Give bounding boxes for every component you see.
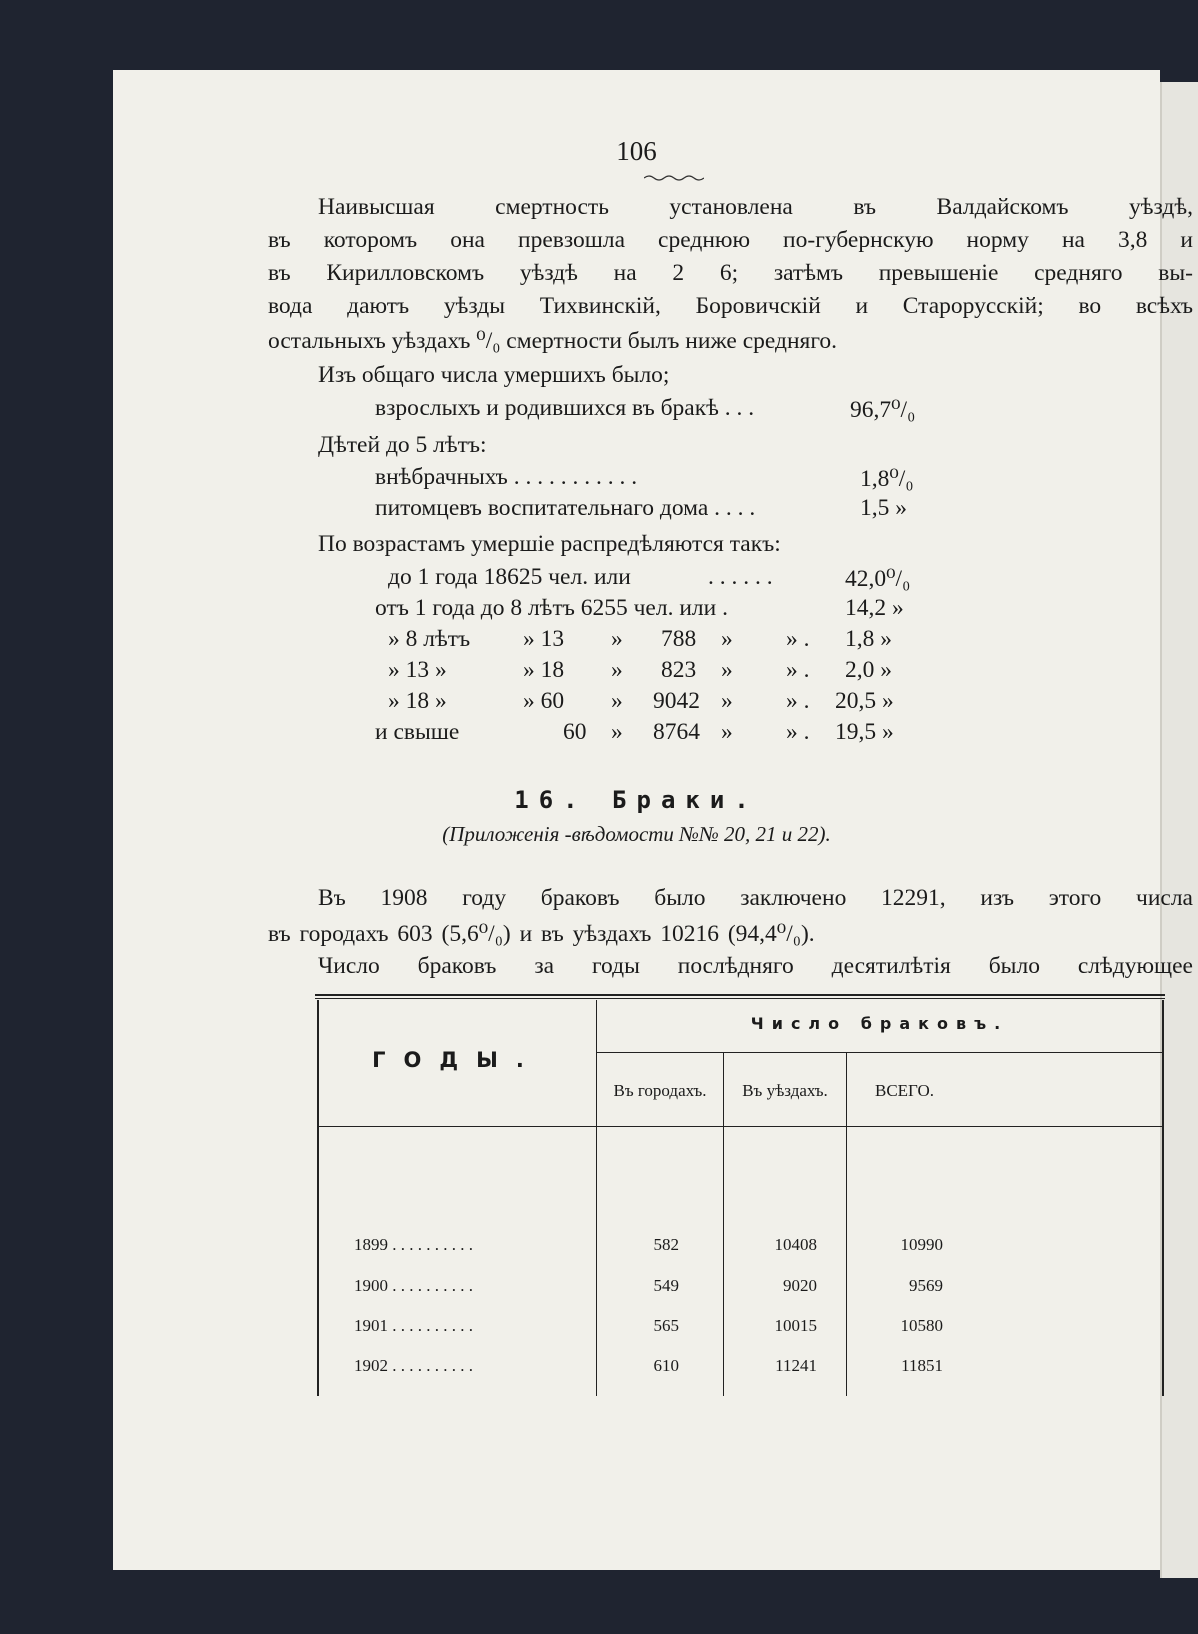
table-header-years: ГОДЫ.	[372, 1048, 542, 1072]
table-divider-towns-ext	[723, 1356, 724, 1396]
age-col-1: » 13 »	[388, 657, 447, 683]
table-header-subrule	[597, 1052, 1162, 1053]
paragraph-line: въ городахъ 603 (5,6⁰/₀) и въ уѣздахъ 10216 (94,4⁰/₀).	[268, 921, 815, 947]
age-col-4: 9042	[653, 688, 700, 714]
table-header-bottom-rule	[319, 1126, 1162, 1127]
age-col-1: » 8 лѣтъ	[388, 626, 471, 652]
table-header-group: Число браковъ.	[750, 1014, 1009, 1033]
age-col-5: »	[721, 626, 733, 652]
age-col-5: »	[721, 688, 733, 714]
list-value: 1,5 »	[860, 495, 907, 521]
text-line: Дѣтей до 5 лѣтъ:	[318, 432, 487, 458]
age-col-4: 788	[661, 626, 697, 652]
table-cell-total: 9569	[909, 1276, 943, 1295]
age-col-5: »	[721, 657, 733, 683]
table-right-border-ext	[1162, 1356, 1164, 1396]
paragraph-line: вода даютъ уѣзды Тихвинскій, Боровичскій и Старорусскій; во всѣхъ	[268, 293, 1193, 319]
section-subheading: (Приложенія -вѣдомости №№ 20, 21 и 22).	[442, 822, 831, 846]
text-line: Изъ общаго числа умершихъ было;	[318, 362, 670, 388]
age-col-3: 60	[563, 719, 587, 745]
age-row: отъ 1 года до 8 лѣтъ 6255 чел. или .	[375, 595, 728, 621]
age-col-3: »	[611, 657, 623, 683]
table-right-border	[1162, 1000, 1164, 1356]
age-row-value: 14,2 »	[845, 595, 904, 621]
paragraph-line: въ Кирилловскомъ уѣздѣ на 2 6; затѣмъ превышеніе средняго вы-	[268, 260, 1193, 286]
table-divider-years-ext	[596, 1356, 597, 1396]
table-top-rule-thin	[315, 998, 1165, 999]
table-divider-districts-ext	[846, 1356, 847, 1396]
age-col-2: » 18	[523, 657, 565, 683]
table-row-year: 1900 . . . . . . . . . .	[354, 1276, 473, 1295]
list-label: внѣбрачныхъ . . . . . . . . . . .	[375, 464, 638, 490]
section-heading: 16. Браки.	[514, 786, 759, 814]
table-col-total: ВСЕГО.	[875, 1081, 934, 1100]
table-left-border-ext	[317, 1356, 319, 1396]
age-col-1: и свыше	[375, 719, 460, 745]
age-col-6: » .	[786, 626, 810, 652]
list-value: 1,8⁰/₀	[860, 466, 914, 492]
table-cell-total: 11851	[901, 1356, 943, 1375]
table-row-year: 1902 . . . . . . . . . .	[354, 1356, 473, 1375]
paragraph-line: Въ 1908 году браковъ было заключено 12291, изъ этого числа	[318, 885, 1193, 911]
list-value: 96,7⁰/₀	[850, 397, 916, 423]
age-col-3: »	[611, 688, 623, 714]
age-row-value: 42,0⁰/₀	[845, 566, 911, 592]
age-col-2: » 60	[523, 688, 565, 714]
table-row-year: 1899 . . . . . . . . . .	[354, 1235, 473, 1254]
age-row-value: 20,5 »	[835, 688, 894, 714]
table-cell-towns: 582	[653, 1235, 679, 1254]
table-cell-towns: 549	[653, 1276, 679, 1295]
age-row-value: 19,5 »	[835, 719, 894, 745]
table-col-districts: Въ уѣздахъ.	[742, 1081, 828, 1100]
table-col-towns: Въ городахъ.	[613, 1081, 707, 1100]
list-label: взрослыхъ и родившихся въ бракѣ . . .	[375, 395, 755, 421]
table-cell-towns: 610	[653, 1356, 679, 1375]
table-cell-districts: 10015	[774, 1316, 817, 1335]
age-col-6: » .	[786, 657, 810, 683]
table-cell-districts: 10408	[774, 1235, 817, 1254]
age-col-1: » 18 »	[388, 688, 447, 714]
document-page	[113, 70, 1193, 1570]
age-col-6: »	[721, 719, 733, 745]
age-col-6: » .	[786, 688, 810, 714]
page-number-ornament	[644, 174, 704, 182]
age-col-7: » .	[786, 719, 810, 745]
paragraph-line: Наивысшая смертность установлена въ Валдайскомъ уѣздѣ,	[318, 194, 1193, 220]
table-cell-districts: 11241	[775, 1356, 817, 1375]
age-row-value: 1,8 »	[845, 626, 892, 652]
age-row-dots: . . . . . .	[708, 564, 773, 590]
paragraph-line: въ которомъ она превзошла среднюю по-губернскую норму на 3,8 и	[268, 227, 1193, 253]
age-col-4: 823	[661, 657, 697, 683]
table-row-year: 1901 . . . . . . . . . .	[354, 1316, 473, 1335]
table-divider-years	[596, 1000, 597, 1356]
age-row-value: 2,0 »	[845, 657, 892, 683]
table-cell-total: 10990	[900, 1235, 943, 1254]
table-top-rule	[315, 994, 1165, 996]
table-cell-total: 10580	[900, 1316, 943, 1335]
age-col-5: 8764	[653, 719, 700, 745]
text-line: По возрастамъ умершіе распредѣляются такъ:	[318, 531, 781, 557]
paragraph-line: Число браковъ за годы послѣдняго десятилѣтія было слѣдующее	[318, 953, 1193, 979]
age-col-3: »	[611, 626, 623, 652]
table-cell-districts: 9020	[783, 1276, 817, 1295]
table-cell-towns: 565	[653, 1316, 679, 1335]
page-number: 106	[616, 136, 657, 166]
age-row: до 1 года 18625 чел. или	[388, 564, 631, 590]
age-col-2: » 13	[523, 626, 565, 652]
list-label: питомцевъ воспитательнаго дома . . . .	[375, 495, 756, 521]
age-col-4: »	[611, 719, 623, 745]
paragraph-line: остальныхъ уѣздахъ ⁰/₀ смертности былъ ниже средняго.	[268, 328, 838, 354]
